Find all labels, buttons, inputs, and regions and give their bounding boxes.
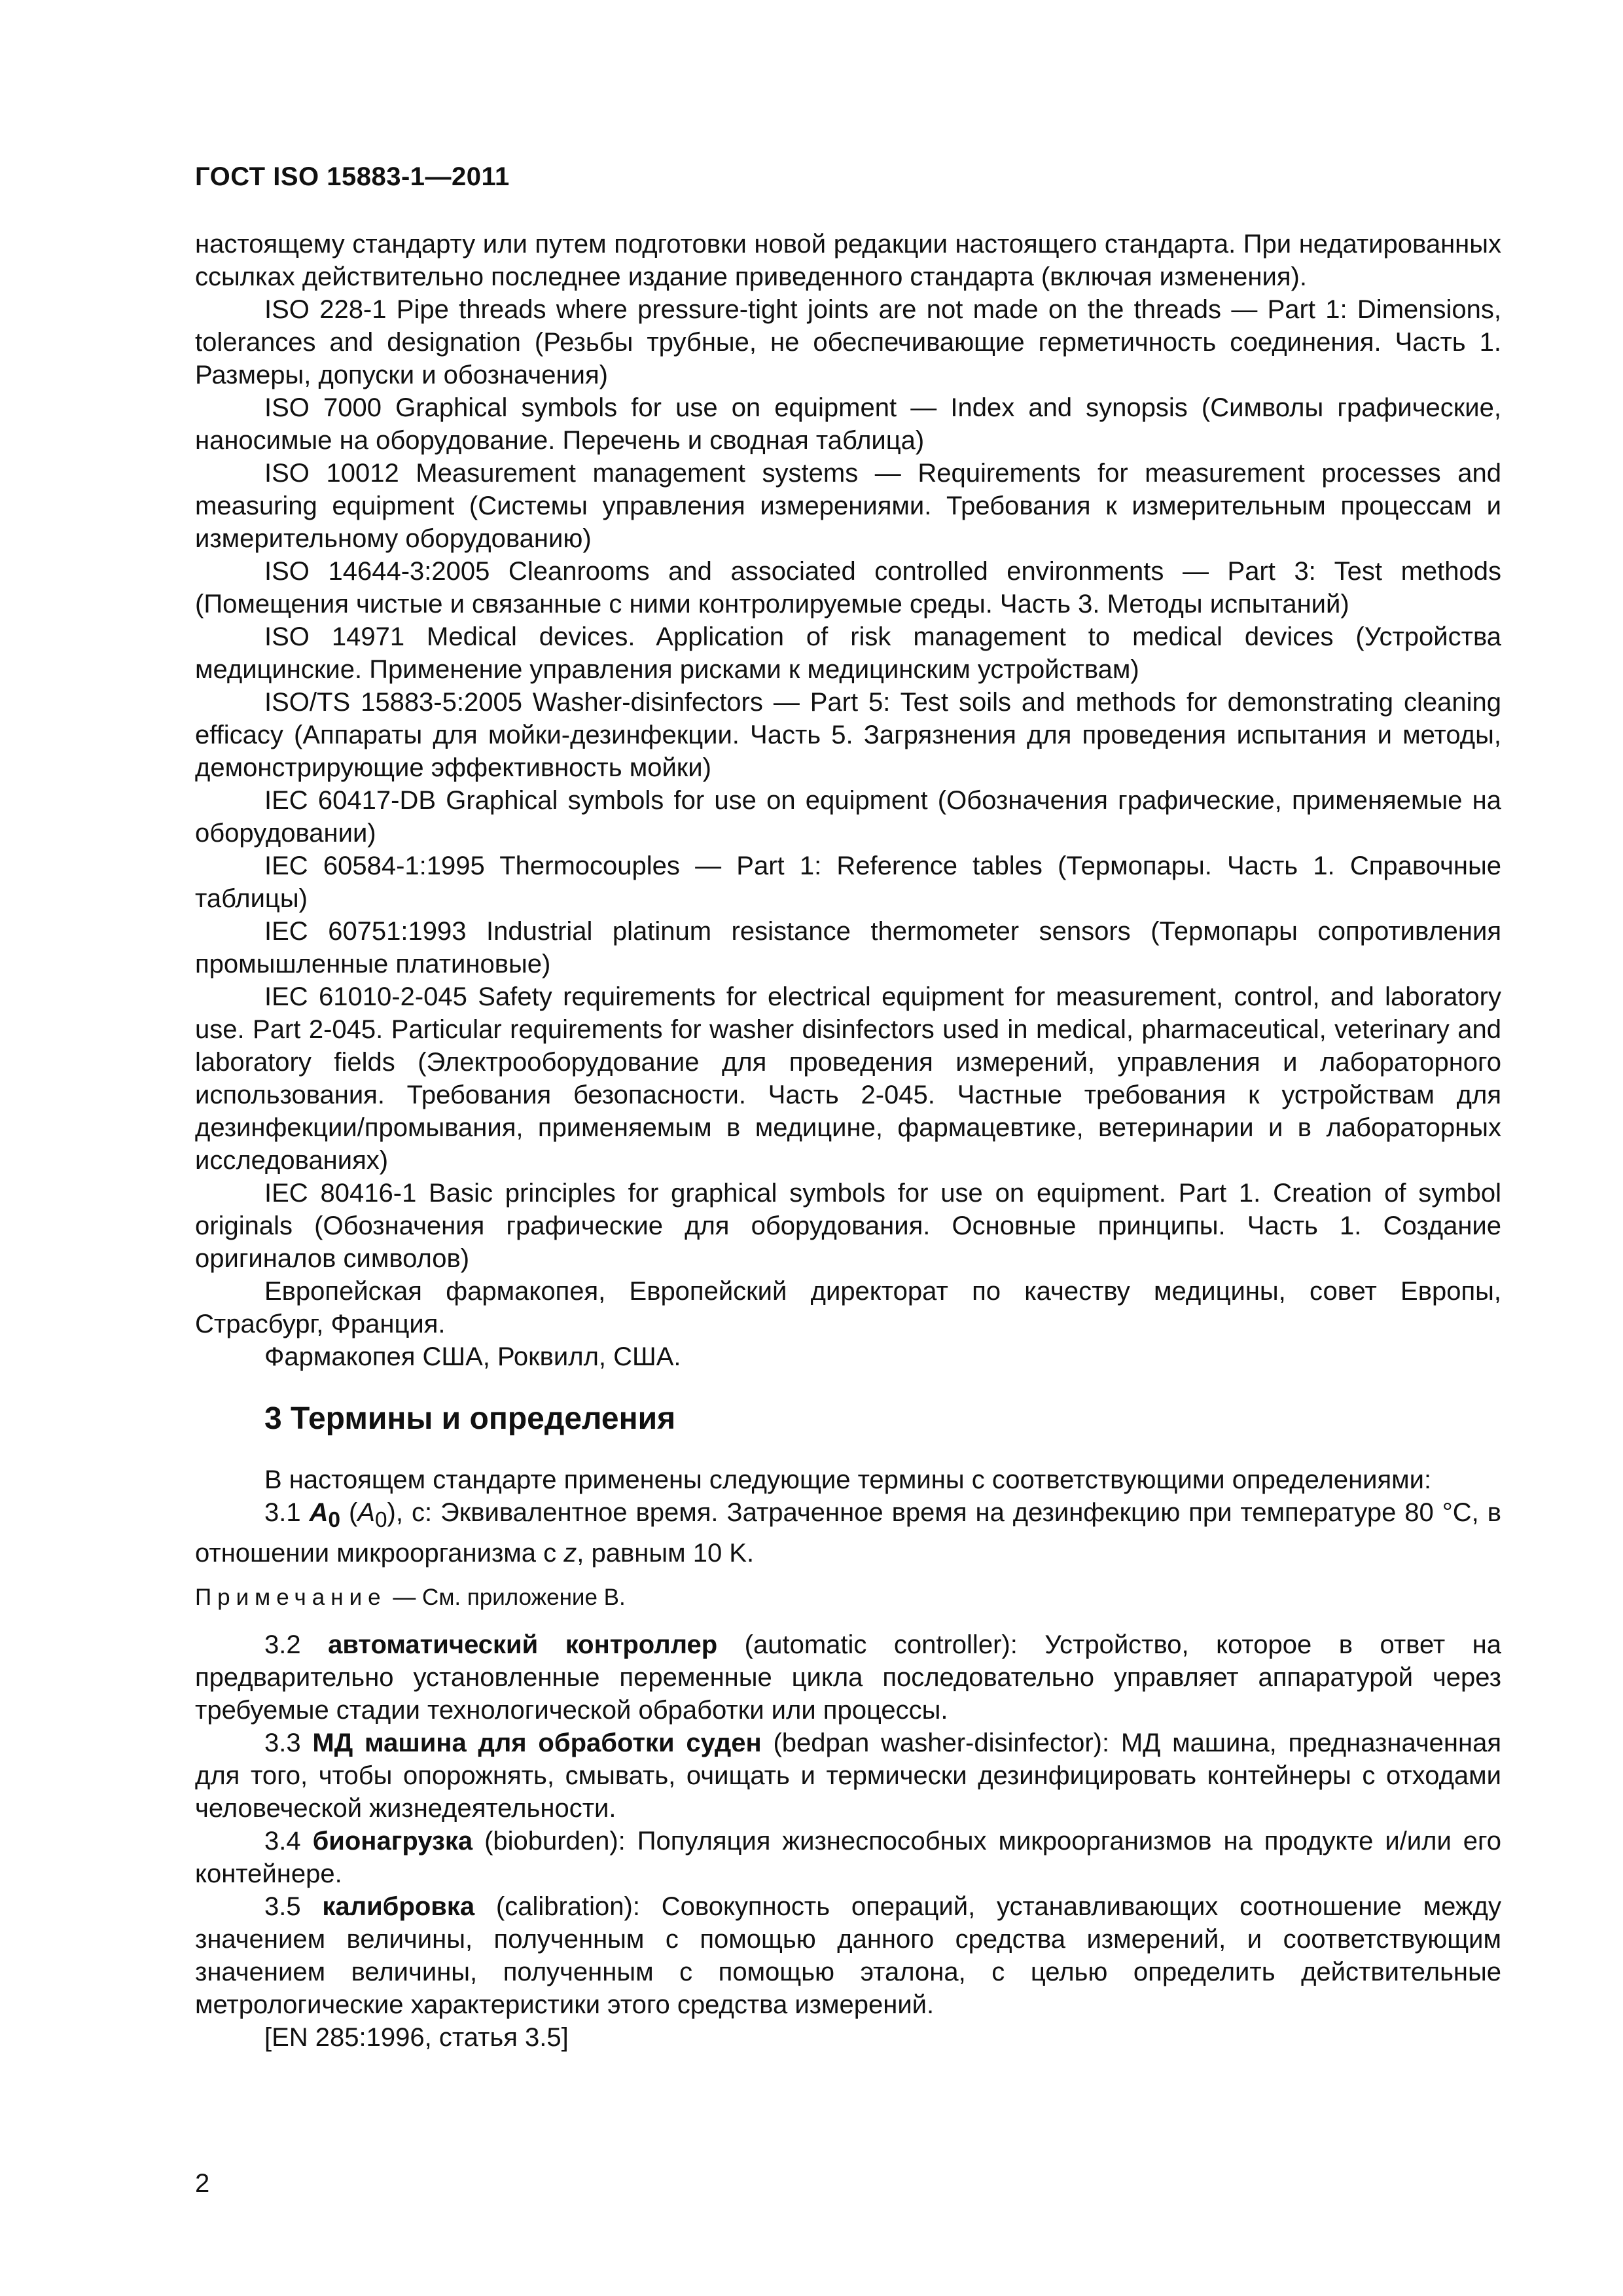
section-intro: В настоящем стандарте применены следующие термины с соответствующими определениями: [264, 1465, 1432, 1494]
term-definition: (calibration): Совокупность операций, устанавливающих соотношение между значением величины, полученным с помощью данного средства измерений, и соответствующим значением величины, полученным с помощью эталона, с целью определить действительные метрологические характеристики этого средства измерений. [195, 1892, 1501, 2019]
term-source: [EN 285:1996, статья 3.5] [264, 2023, 569, 2052]
term-symbol-subscript: 0 [328, 1508, 341, 1532]
ref-iec-60417: IEC 60417-DB Graphical symbols for use on equipment (Обозначения графические, применяемые на оборудовании) [195, 786, 1501, 848]
section-title: 3 Термины и определения [264, 1401, 676, 1436]
ref-continuation: настоящему стандарту или путем подготовки новой редакции настоящего стандарта. При недатированных ссылках действительно последнее издание приведенного стандарта (включая изменения). [195, 230, 1501, 291]
term-number: 3.2 [264, 1630, 301, 1659]
note-label: Примечание [195, 1585, 387, 1610]
term-number: 3.5 [264, 1892, 301, 1921]
term-name: МД машина для обработки суден [312, 1729, 762, 1757]
term-definition: ), c: Эквивалентное время. Затраченное время на дезинфекцию при температуре 80 °C, в отношении микроорганизма с [195, 1498, 1501, 1568]
term-definition: (bioburden): Популяция жизнеспособных микроорганизмов на продукте и/или его контейнере. [195, 1827, 1501, 1888]
term-3-1 [195, 1496, 1501, 1570]
term-3-2 [195, 1628, 1501, 1727]
ref-iec-80416-1: IEC 80416-1 Basic principles for graphical symbols for use on equipment. Part 1. Creation of symbol originals (Обозначения графические для оборудования. Основные принципы. Часть 1. Создание оригиналов символов) [195, 1179, 1501, 1273]
ref-iec-60584-1: IEC 60584-1:1995 Thermocouples — Part 1: Reference tables (Термопары. Часть 1. Справочные таблицы) [195, 852, 1501, 913]
term-symbol-alt: A [357, 1498, 375, 1527]
term-variable-z: z [563, 1539, 577, 1568]
term-definition: (automatic controller): Устройство, которое в ответ на предварительно установленные переменные цикла последовательно управляет аппаратурой через требуемые стадии технологической обработки или процессы. [195, 1630, 1501, 1725]
ref-iso-14644-3: ISO 14644-3:2005 Cleanrooms and associated controlled environments — Part 3: Test methods (Помещения чистые и связанные с ними контролируемые среды. Часть 3. Методы испытаний) [195, 557, 1501, 619]
ref-european-pharmacopoeia: Европейская фармакопея, Европейский директорат по качеству медицины, совет Европы, Страсбург, Франция. [195, 1277, 1501, 1338]
ref-iso-ts-15883-5: ISO/TS 15883-5:2005 Washer-disinfectors — Part 5: Test soils and methods for demonstrating cleaning efficacy (Аппараты для мойки-дезинфекции. Часть 5. Загрязнения для проведения испытания и методы, демонстрирующие эффективность мойки) [195, 688, 1501, 782]
note [195, 1581, 1501, 1614]
ref-iec-60751: IEC 60751:1993 Industrial platinum resistance thermometer sensors (Термопары сопротивления промышленные платиновые) [195, 917, 1501, 978]
term-definition: (bedpan washer-disinfector): МД машина, предназначенная для того, чтобы опорожнять, смывать, очищать и термически дезинфицировать контейнеры с отходами человеческой жизнедеятельности. [195, 1729, 1501, 1823]
term-name: калибровка [322, 1892, 475, 1921]
page-number: 2 [195, 2169, 210, 2198]
term-symbol: A [309, 1498, 329, 1527]
term-name: бионагрузка [312, 1827, 473, 1856]
term-3-4 [195, 1825, 1501, 1890]
term-number: 3.1 [264, 1498, 301, 1527]
term-3-3 [195, 1727, 1501, 1825]
term-definition-end: , равным 10 K. [577, 1539, 755, 1568]
term-number: 3.4 [264, 1827, 301, 1856]
ref-iec-61010-2-045: IEC 61010-2-045 Safety requirements for electrical equipment for measurement, control, and laboratory use. Part 2-045. Particular requirements for washer disinfectors used in medical, pharmaceutical, veterinary and laboratory fields (Электрооборудование для проведения измерений, управления и лабораторного использования. Требования безопасности. Часть 2-045. Частные требования к устройствам для дезинфекции/промывания, применяемым в медицине, фармацевтике, ветеринарии и в лабораторных исследованиях) [195, 982, 1501, 1175]
term-number: 3.3 [264, 1729, 301, 1757]
ref-usp: Фармакопея США, Роквилл, США. [264, 1342, 681, 1371]
document-header: ГОСТ ISO 15883-1—2011 [195, 162, 510, 191]
ref-iso-7000: ISO 7000 Graphical symbols for use on equipment — Index and synopsis (Символы графические, наносимые на оборудование. Перечень и сводная таблица) [195, 393, 1501, 455]
note-text: — См. приложение В. [386, 1585, 626, 1610]
term-name: автоматический контроллер [328, 1630, 718, 1659]
ref-iso-228-1: ISO 228-1 Pipe threads where pressure-tight joints are not made on the threads — Part 1: Dimensions, tolerances and designation (Резьбы трубные, не обеспечивающие герметичность соединения. Часть 1. Размеры, допуски и обозначения) [195, 295, 1501, 389]
term-paren-open: ( [348, 1498, 358, 1527]
ref-iso-14971: ISO 14971 Medical devices. Application of risk management to medical devices (Устройства медицинские. Применение управления рисками к медицинским устройствам) [195, 622, 1501, 684]
term-symbol-alt-subscript: 0 [375, 1508, 387, 1532]
document-body [195, 228, 1501, 2054]
term-3-5 [195, 1890, 1501, 2021]
ref-iso-10012: ISO 10012 Measurement management systems — Requirements for measurement processes and measuring equipment (Системы управления измерениями. Требования к измерительным процессам и измерительному оборудованию) [195, 459, 1501, 553]
